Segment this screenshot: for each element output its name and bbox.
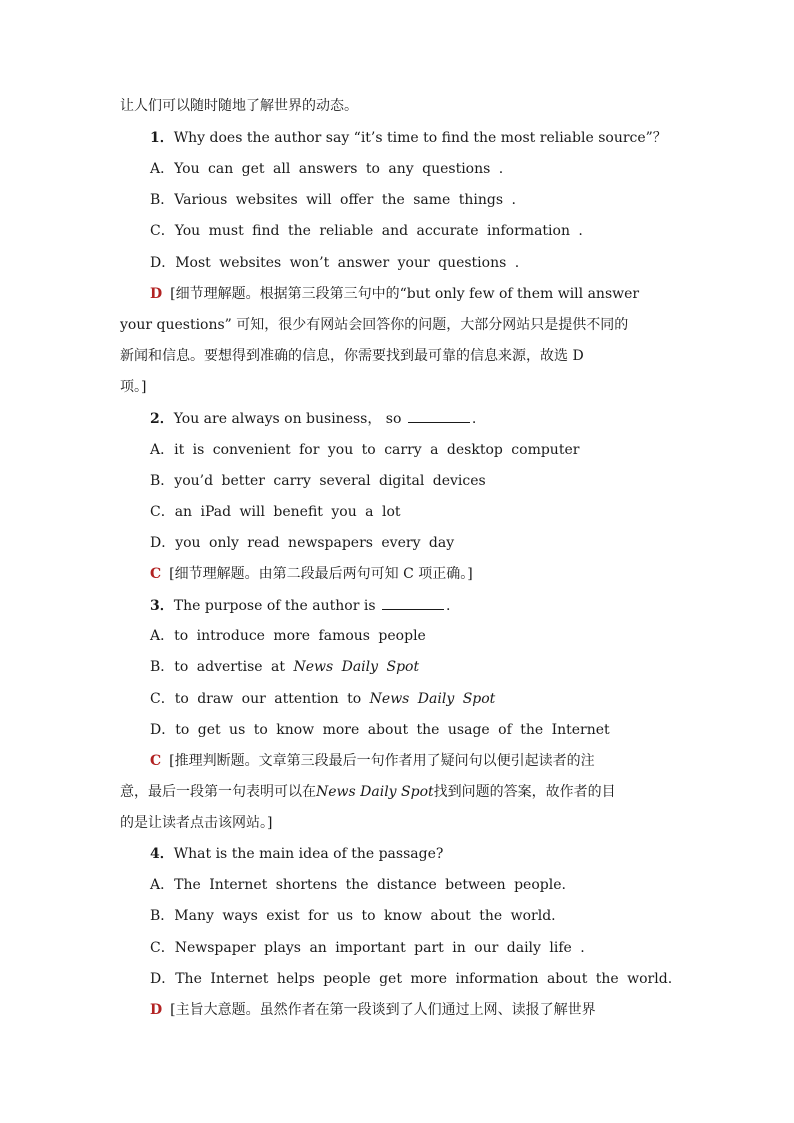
question-4-text: What is the main idea of the passage? <box>173 846 444 862</box>
question-3-number: 3． <box>150 598 174 614</box>
question-1-explanation-line-2: your questions” 可知，很少有网站会回答你的问题，大部分网站只是提供不同的 <box>120 317 629 333</box>
question-3-option-c: C．to draw our attention to News Daily Spot <box>150 691 496 707</box>
question-4-option-d: D．The Internet helps people get more information about the world. <box>150 971 673 987</box>
question-4-explanation-line-1: D [主旨大意题。虽然作者在第一段谈到了人们通过上网、读报了解世界 <box>150 1002 596 1018</box>
question-1-option-b: B．Various websites will offer the same things . <box>150 192 516 208</box>
question-2-option-c: C．an iPad will benefit you a lot <box>150 504 401 520</box>
question-3-answer: C <box>150 753 162 769</box>
question-1-option-a: A．You can get all answers to any questions . <box>150 161 504 177</box>
question-2-option-d: D．you only read newspapers every day <box>150 535 455 551</box>
question-3-option-d: D．to get us to know more about the usage of the Internet <box>150 722 610 738</box>
question-4-option-a: A．The Internet shortens the distance between people. <box>150 877 566 893</box>
question-2-stem: 2．You are always on business， so . <box>150 408 710 429</box>
question-1-number: 1． <box>150 130 174 146</box>
question-1-option-c: C．You must find the reliable and accurate information . <box>150 223 583 239</box>
question-1-explanation-line-3: 新闻和信息。要想得到准确的信息，你需要找到最可靠的信息来源，故选 D <box>120 348 584 364</box>
question-4-option-c: C．Newspaper plays an important part in our daily life . <box>150 940 585 956</box>
question-4-number: 4． <box>150 846 174 862</box>
question-3-text: The purpose of the author is <box>173 598 376 614</box>
question-1-explanation-line-1: D [细节理解题。根据第三段第三句中的“but only few of them will answer <box>150 286 640 302</box>
intro-tail: 让人们可以随时随地了解世界的动态。 <box>120 98 358 114</box>
question-1-option-d: D．Most websites won’t answer your questions . <box>150 255 520 271</box>
question-3-option-b: B．to advertise at News Daily Spot <box>150 659 420 675</box>
question-2-option-a: A．it is convenient for you to carry a desktop computer <box>150 442 580 458</box>
question-2-explanation: C [细节理解题。由第二段最后两句可知 C 项正确。] <box>150 566 473 582</box>
answer-blank <box>408 408 470 423</box>
question-4-stem <box>150 844 710 864</box>
question-2-answer: C <box>150 566 162 582</box>
question-2-option-b: B．you’d better carry several digital devices <box>150 473 486 489</box>
question-1-explanation-line-4: 项。] <box>120 379 147 395</box>
question-3-explanation-line-3: 的是让读者点击该网站。] <box>120 815 273 831</box>
question-4-option-b: B．Many ways exist for us to know about the world. <box>150 908 556 924</box>
question-1-answer: D <box>150 286 163 302</box>
question-1-text: Why does the author say “it’s time to find the most reliable source”？ <box>173 130 667 146</box>
question-4-answer: D <box>150 1002 163 1018</box>
question-3-explanation-line-2: 意，最后一段第一句表明可以在News Daily Spot找到问题的答案，故作者的目 <box>120 784 616 800</box>
question-1-stem <box>150 128 710 148</box>
question-2-text: You are always on business， so <box>173 411 402 427</box>
answer-blank <box>382 595 444 610</box>
question-2-number: 2． <box>150 411 174 427</box>
question-3-stem: 3．The purpose of the author is . <box>150 595 710 616</box>
question-3-explanation-line-1: C [推理判断题。文章第三段最后一句作者用了疑问句以便引起读者的注 <box>150 753 595 769</box>
question-3-option-a: A．to introduce more famous people <box>150 628 426 644</box>
